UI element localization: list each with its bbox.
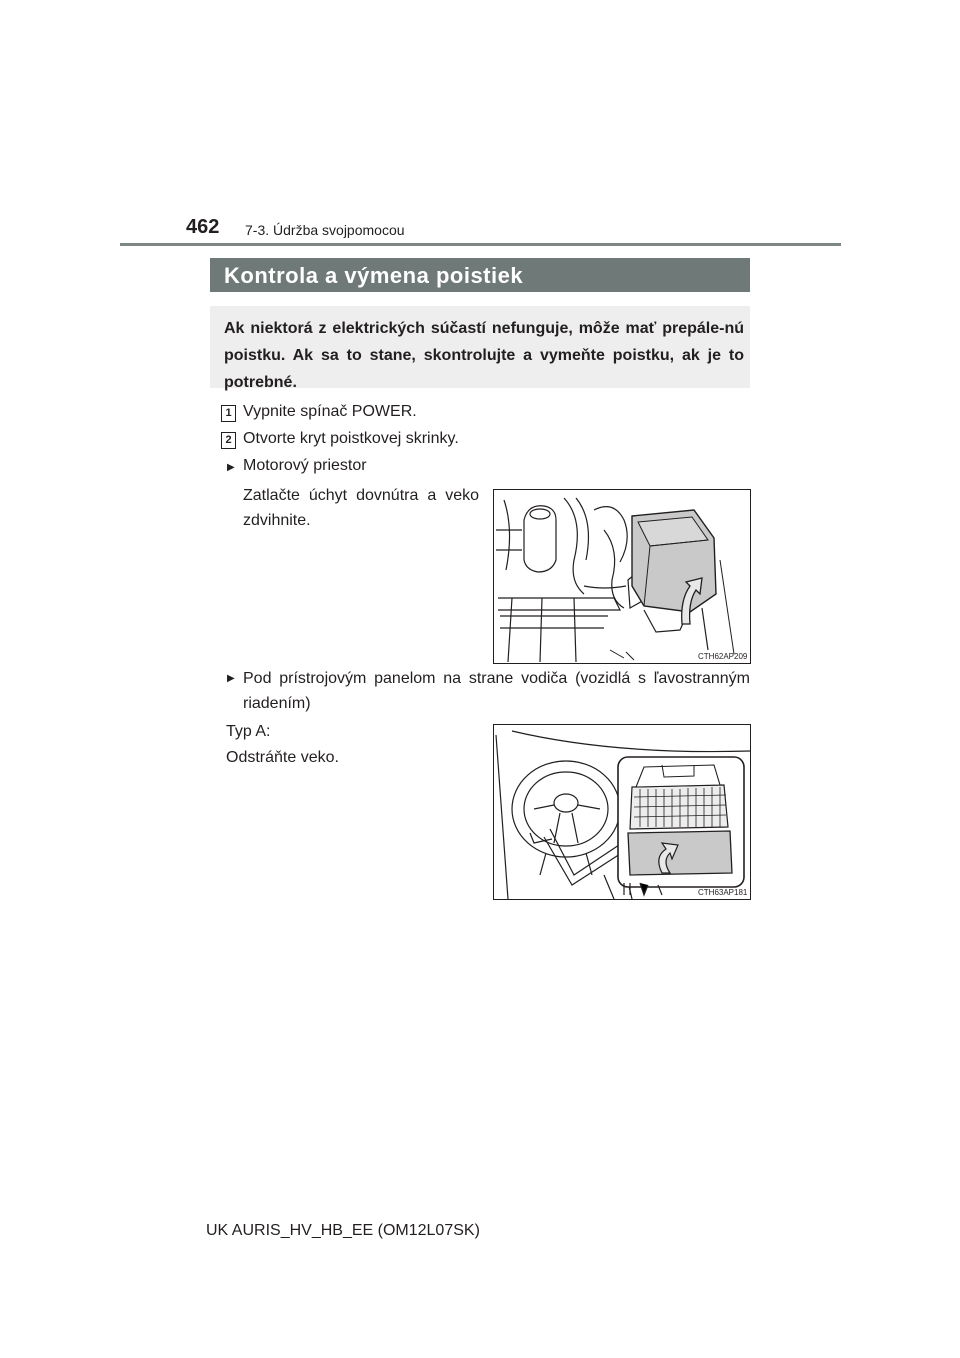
step-number-2: 2 [221, 432, 236, 449]
bullet-text-engine: Motorový priestor [243, 457, 367, 474]
header-rule [120, 243, 841, 246]
step-text-2: Otvorte kryt poistkovej skrinky. [243, 430, 459, 447]
bullet-triangle-icon: ▶ [227, 462, 235, 473]
engine-bay-fuse-box-illustration [494, 490, 750, 663]
step-number-1: 1 [221, 405, 236, 422]
type-a-label: Typ A: [226, 723, 271, 740]
figure-code-1: CTH62AP209 [698, 652, 748, 661]
figure-engine-bay [493, 489, 751, 664]
bullet-text-dashboard: Pod prístrojovým panelom na strane vodiča (vozidlá s ľavostranným riadením) [243, 670, 750, 712]
page-number: 462 [186, 216, 220, 238]
bullet-triangle-icon: ▶ [227, 673, 235, 684]
section-label: 7-3. Údržba svojpomocou [245, 222, 405, 238]
step-text-1: Vypnite spínač POWER. [243, 403, 417, 420]
type-a-instruction: Odstráňte veko. [226, 749, 339, 766]
intro-box [210, 306, 750, 391]
dashboard-fuse-box-illustration [494, 725, 750, 899]
section-title-bar [210, 258, 750, 292]
footer-manual-code: UK AURIS_HV_HB_EE (OM12L07SK) [206, 1222, 480, 1239]
intro-text: Ak niektorá z elektrických súčastí nefunguje, môže mať prepále-nú poistku. Ak sa to stane, skontrolujte a vymeňte poistku, ak je to potrebné. [224, 320, 744, 391]
section-title: Kontrola a výmena poistiek [224, 263, 524, 288]
figure-code-2: CTH63AP181 [698, 888, 748, 897]
figure-dashboard [493, 724, 751, 900]
engine-instruction: Zatlačte úchyt dovnútra a veko zdvihnite. [243, 487, 479, 529]
